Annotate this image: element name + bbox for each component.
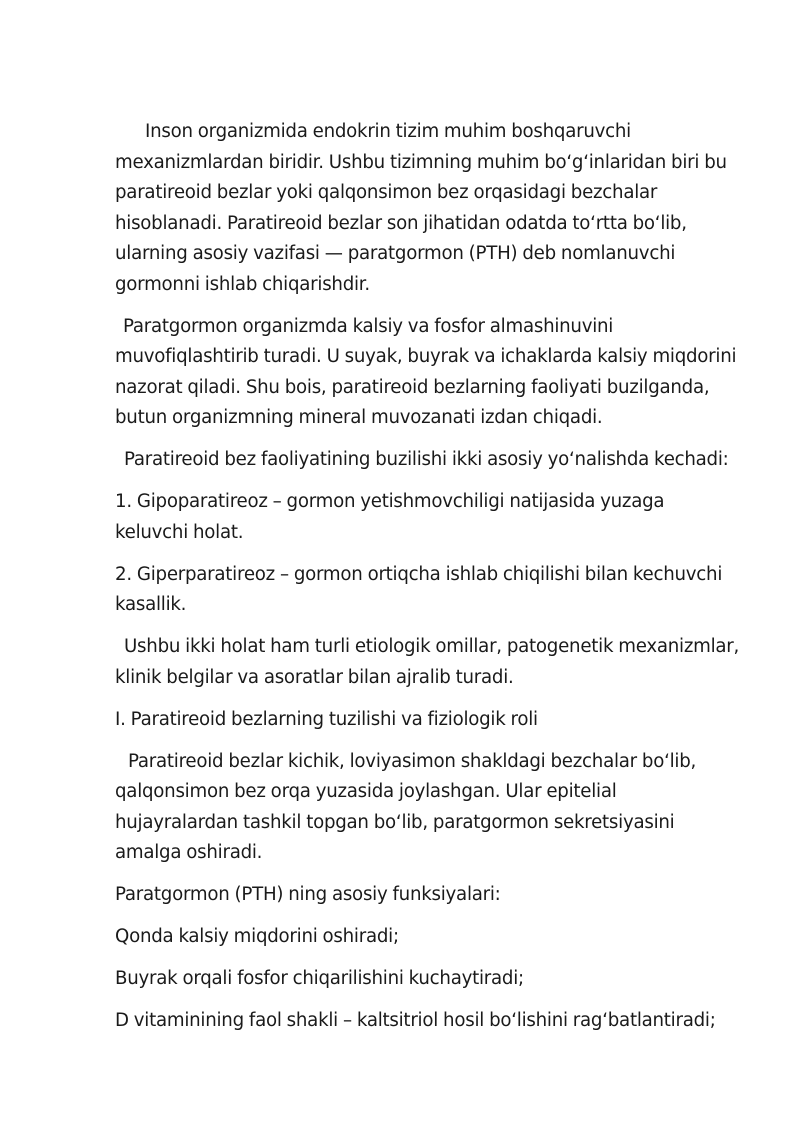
section-heading: I. Paratireoid bezlarning tuzilishi va fiziologik roli — [115, 708, 538, 730]
function-item: D vitaminining faol shakli – kaltsitriol hosil boʻlishini ragʻbatlantiradi; — [115, 1010, 716, 1031]
list-item-hypoparathyroidism: 1. Gipoparatireoz – gormon yetishmovchiligi natijasida yuzaga keluvchi holat. — [115, 491, 665, 543]
intro-paragraph: Inson organizmida endokrin tizim muhim boshqaruvchi mexanizmlardan biridir. Ushbu tizimning muhim boʻgʻinlaridan biri bu paratireoid bezlar yoki qalqonsimon bez orqasidagi bezchalar hisoblanadi. Paratireoid bezlar son jihatidan odatda toʻrtta boʻlib, ularning asosiy vazifasi — paratgormon (PTH) deb nomlanuvchi gormonni ishlab chiqarishdir. — [115, 121, 727, 295]
pth-function-paragraph: Paratgormon organizmda kalsiy va fosfor almashinuvini muvofiqlashtirib turadi. U suyak, buyrak va ichaklarda kalsiy miqdorini nazorat qiladi. Shu bois, paratireoid bezlarning faoliyati buzilganda, butun organizmning mineral muvozanati izdan chiqadi. — [115, 315, 737, 428]
function-item: Qonda kalsiy miqdorini oshiradi; — [115, 926, 399, 947]
structure-paragraph: Paratireoid bezlar kichik, loviyasimon shakldagi bezchalar boʻlib, qalqonsimon bez orqa yuzasida joylashgan. Ular epitelial hujayralardan tashkil topgan boʻlib, paratgormon sekretsiyasini amalga oshiradi. — [115, 750, 697, 863]
list-item-hyperparathyroidism: 2. Giperparatireoz – gormon ortiqcha ishlab chiqilishi bilan kechuvchi kasallik. — [115, 563, 723, 615]
functions-heading: Paratgormon (PTH) ning asosiy funksiyalari: — [115, 884, 501, 905]
function-item: Buyrak orqali fosfor chiqarilishini kuchaytiradi; — [115, 968, 524, 989]
etiology-paragraph: Ushbu ikki holat ham turli etiologik omillar, patogenetik mexanizmlar, klinik belgilar va asoratlar bilan ajralib turadi. — [115, 636, 740, 688]
document-body — [115, 117, 740, 1048]
disorder-directions-paragraph: Paratireoid bez faoliyatining buzilishi ikki asosiy yoʻnalishda kechadi: — [124, 449, 729, 470]
